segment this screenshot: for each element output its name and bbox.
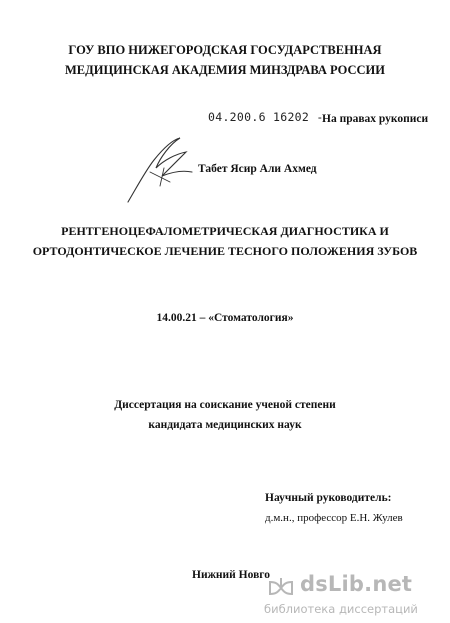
degree-statement <box>0 395 450 435</box>
supervisor-label: Научный руководитель: <box>265 492 392 504</box>
watermark-tagline: библиотека диссертаций <box>264 602 418 616</box>
institution-line-1: ГОУ ВПО НИЖЕГОРОДСКАЯ ГОСУДАРСТВЕННАЯ <box>68 43 382 57</box>
dissertation-title <box>0 221 450 261</box>
author-name: Табет Ясир Али Ахмед <box>198 163 317 175</box>
supervisor-name: д.м.н., профессор Е.Н. Жулев <box>265 512 403 524</box>
city-name: Нижний Новго <box>192 569 270 581</box>
institution-line-2: МЕДИЦИНСКАЯ АКАДЕМИЯ МИНЗДРАВА РОССИИ <box>64 63 385 77</box>
registration-stamp: 04.200.6 16202 - <box>208 110 324 124</box>
handwritten-signature <box>120 130 200 205</box>
rights-note: На правах рукописи <box>322 113 429 125</box>
institution-header <box>0 40 450 80</box>
dslib-logo-icon <box>266 574 296 598</box>
dslib-watermark[interactable] <box>262 572 448 620</box>
title-line-1: РЕНТГЕНОЦЕФАЛОМЕТРИЧЕСКАЯ ДИАГНОСТИКА И <box>61 224 389 238</box>
specialty-code: 14.00.21 – «Стоматология» <box>156 312 294 324</box>
title-line-2: ОРТОДОНТИЧЕСКОЕ ЛЕЧЕНИЕ ТЕСНОГО ПОЛОЖЕНИЯ ЗУБОВ <box>32 244 418 258</box>
degree-line-2: кандидата медицинских наук <box>148 419 302 431</box>
degree-line-1: Диссертация на соискание ученой степени <box>114 399 336 411</box>
supervisor-block <box>265 488 403 528</box>
watermark-brand: dsLib.net <box>300 572 413 596</box>
